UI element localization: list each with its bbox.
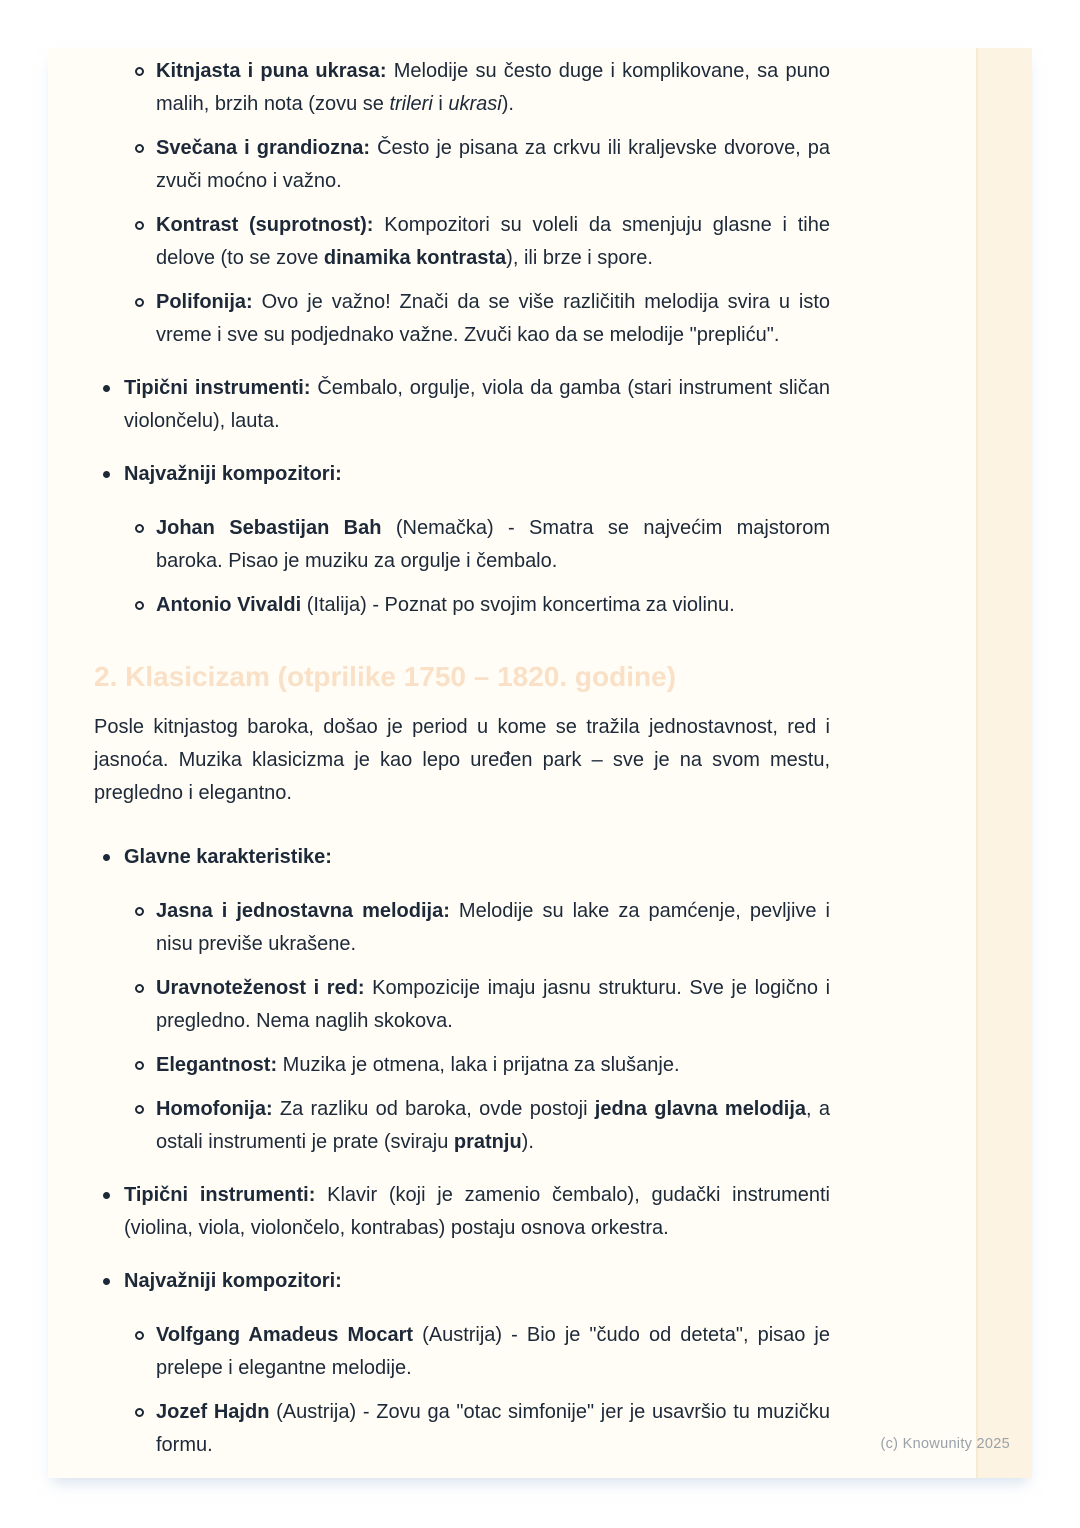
list-item — [94, 1265, 830, 1298]
text-segment: Svečana i grandiozna: — [156, 137, 371, 159]
bullet-dot — [103, 471, 110, 478]
text — [156, 291, 830, 346]
bullet-circle — [135, 601, 144, 610]
bullet-circle — [135, 298, 144, 307]
text-segment: Klavir (koji je zamenio čembalo), gudački instrumenti (violina, viola, violončelo, kontrabas) postaju osnova orkestra. — [124, 1184, 830, 1239]
bullet-circle — [135, 1408, 144, 1417]
text — [124, 1270, 342, 1292]
text-segment: (Austrija) - Zovu ga "otac simfonije" jer je usavršio tu muzičku formu. — [156, 1401, 830, 1456]
text — [156, 977, 830, 1032]
text-segment: Glavne karakteristike: — [124, 846, 332, 868]
text-segment: dinamika kontrasta — [323, 247, 507, 269]
list-item — [94, 55, 830, 121]
text — [156, 1098, 830, 1153]
bullet-dot — [103, 385, 110, 392]
paragraph — [94, 711, 830, 810]
text — [156, 1401, 830, 1456]
text-segment: Antonio Vivaldi — [156, 594, 302, 616]
list-item — [94, 372, 830, 438]
text — [156, 1324, 830, 1379]
text-segment: Uravnoteženost i red: — [156, 977, 365, 999]
text-segment: ). — [521, 1131, 534, 1153]
text-segment: jedna glavna melodija — [594, 1098, 807, 1120]
text-segment: Kompozicije imaju jasnu strukturu. Sve je logično i pregledno. Nema naglih skokova. — [156, 977, 831, 1032]
text-segment: Melodije su lake za pamćenje, pevljive i nisu previše ukrašene. — [156, 900, 831, 955]
text-segment: Volfgang Amadeus Mocart — [156, 1324, 414, 1346]
bullet-circle — [135, 67, 144, 76]
list-item — [94, 1179, 830, 1245]
list-item — [94, 589, 830, 622]
page-side-strip — [976, 48, 1032, 1478]
text-segment: (Nemačka) - Smatra se najvećim majstorom baroka. Pisao je muziku za orgulje i čembalo. — [156, 517, 830, 572]
bullet-circle — [135, 1105, 144, 1114]
text-segment: Elegantnost: — [156, 1054, 278, 1076]
text-segment: Često je pisana za crkvu ili kraljevske dvorove, pa zvuči moćno i važno. — [156, 137, 830, 192]
document-content — [94, 55, 830, 1462]
copyright-watermark: (c) Knowunity 2025 — [880, 1436, 1010, 1452]
text — [94, 716, 830, 804]
text-segment: Najvažniji kompozitori: — [124, 1270, 342, 1292]
text-segment: i — [432, 93, 449, 115]
text — [156, 214, 830, 269]
text-segment: Kompozitori su voleli da smenjuju glasne i tihe delove (to se zove — [156, 214, 830, 269]
list-item — [94, 841, 830, 874]
text — [156, 594, 735, 616]
text-segment: Kitnjasta i puna ukrasa: — [156, 60, 387, 82]
text-segment: Najvažniji kompozitori: — [124, 463, 342, 485]
text-segment: Za razliku od baroka, ovde postoji — [272, 1098, 595, 1120]
text-segment: Jasna i jednostavna melodija: — [156, 900, 450, 922]
text-segment: Muzika je otmena, laka i prijatna za slušanje. — [277, 1054, 680, 1076]
bullet-dot — [103, 1192, 110, 1199]
text — [124, 1184, 830, 1239]
text-segment: Kontrast (suprotnost): — [156, 214, 374, 236]
bullet-circle — [135, 144, 144, 153]
bullet-circle — [135, 984, 144, 993]
text-segment: Tipični instrumenti: — [124, 1184, 316, 1206]
text-segment: Johan Sebastijan Bah — [156, 517, 382, 539]
text-segment: Ovo je važno! Znači da se više različitih melodija svira u isto vreme i sve su podjednako važne. Zvuči kao da se melodije "prepliću". — [156, 291, 830, 346]
text-segment: Tipični instrumenti: — [124, 377, 311, 399]
text — [156, 137, 830, 192]
bullet-circle — [135, 1061, 144, 1070]
text-segment: (Italija) - Poznat po svojim koncertima za violinu. — [301, 594, 735, 616]
bullet-circle — [135, 1331, 144, 1340]
text — [156, 900, 830, 955]
text-segment: ). — [501, 93, 514, 115]
bullet-circle — [135, 221, 144, 230]
text-segment: ), ili brze i spore. — [506, 247, 653, 269]
text-segment: pratnju — [453, 1131, 522, 1153]
text-segment: , a ostali instrumenti je prate (sviraju — [156, 1098, 830, 1153]
text-segment: (Austrija) - Bio je "čudo od deteta", pisao je prelepe i elegantne melodije. — [156, 1324, 831, 1379]
list-item — [94, 1396, 830, 1462]
text-segment: Čembalo, orgulje, viola da gamba (stari instrument sličan violončelu), lauta. — [124, 377, 830, 432]
list-item — [94, 286, 830, 352]
list-item — [94, 1093, 830, 1159]
text-segment: Posle kitnjastog baroka, došao je period u kome se tražila jednostavnost, red i jasnoća. Muzika klasicizma je kao lepo uređen park – sve je na svom mestu, pregledno i elegantno. — [94, 716, 830, 804]
list-item — [94, 458, 830, 491]
text-segment: Melodije su često duge i komplikovane, sa puno malih, brzih nota (zovu se — [156, 60, 830, 115]
section-heading — [94, 659, 830, 695]
text — [156, 60, 830, 115]
text-segment: 2. Klasicizam (otprilike 1750 – 1820. godine) — [94, 661, 677, 692]
list-item — [94, 972, 830, 1038]
list-item — [94, 1319, 830, 1385]
list-item — [94, 132, 830, 198]
list-item — [94, 512, 830, 578]
text — [124, 846, 332, 868]
list-item — [94, 209, 830, 275]
text — [94, 661, 676, 692]
bullet-dot — [103, 1278, 110, 1285]
bullet-circle — [135, 524, 144, 533]
text — [156, 1054, 680, 1076]
list-item — [94, 895, 830, 961]
text-segment: Jozef Hajdn — [156, 1401, 270, 1423]
text-segment: Homofonija: — [156, 1098, 273, 1120]
bullet-dot — [103, 854, 110, 861]
text — [156, 517, 830, 572]
text — [124, 377, 830, 432]
text — [124, 463, 342, 485]
text-segment: Polifonija: — [156, 291, 253, 313]
text-segment: ukrasi — [448, 93, 502, 115]
document-page — [48, 48, 1032, 1478]
text-segment: trileri — [389, 93, 433, 115]
bullet-circle — [135, 907, 144, 916]
list-item — [94, 1049, 830, 1082]
